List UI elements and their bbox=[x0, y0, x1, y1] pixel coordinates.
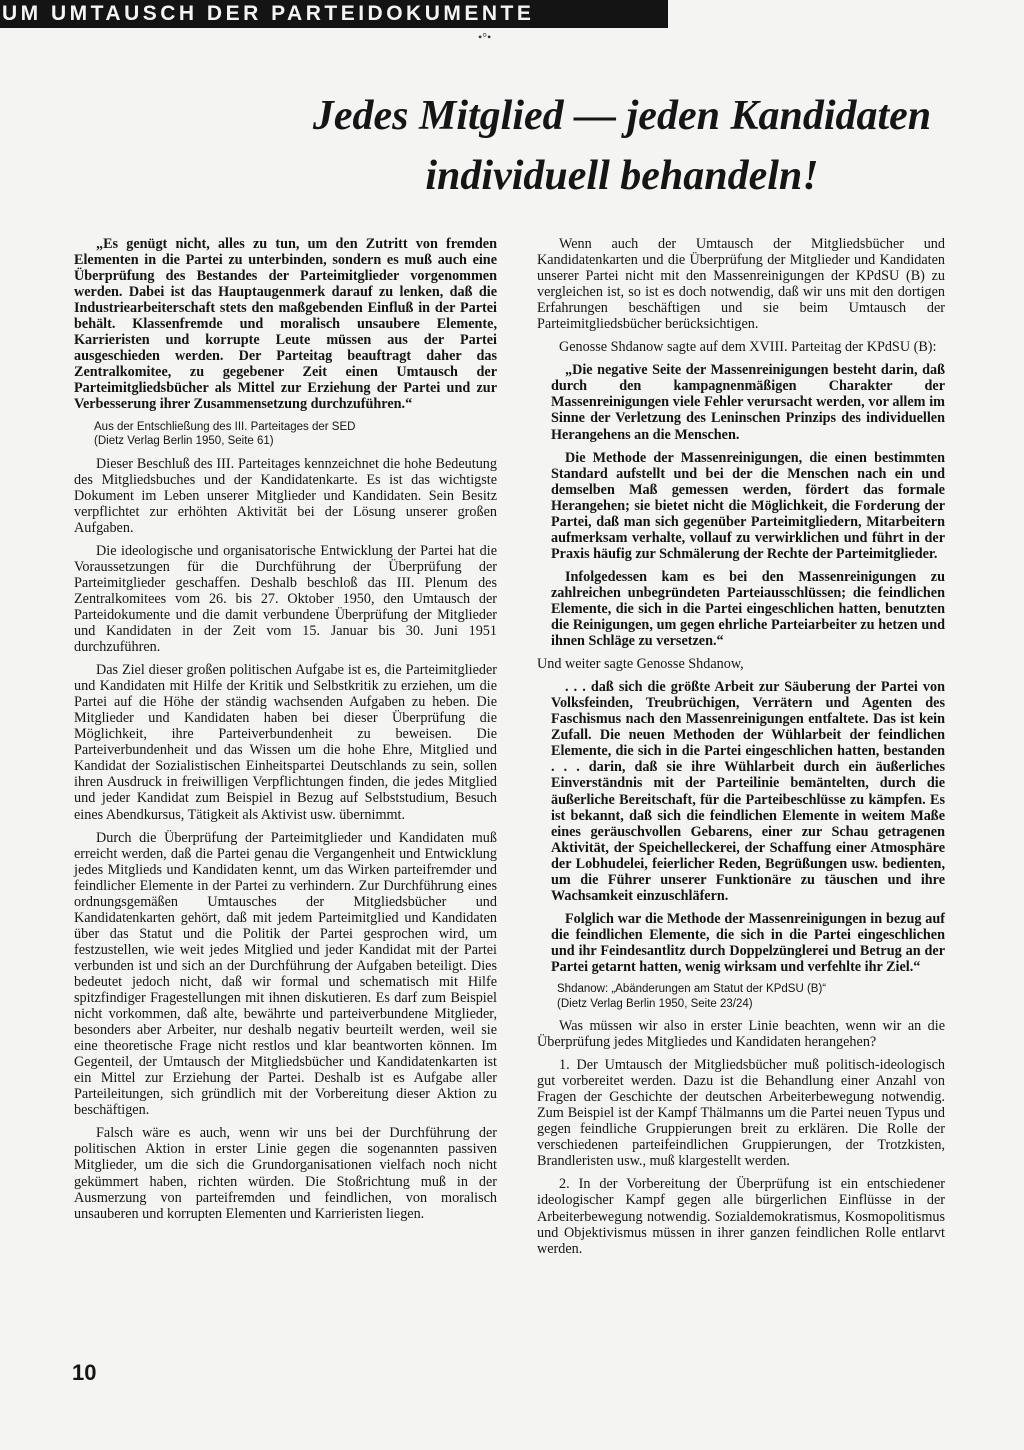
paragraph-4: Durch die Überprüfung der Parteimitglieder und Kandidaten muß erreicht werden, daß die Partei genau die Vergangenheit und Entwicklung jedes Mitglieds und Kandidaten kennt, um das Wirken parteifremder und feindlicher Elemente in der Partei zu verhindern. Zur Durchführung eines ordnungsgemäßen Umtausches der Mitgliedsbücher und Kandidatenkarten gehört, daß mit jedem Parteimitglied und Kandidaten über das Statut und die Politik der Partei gesprochen wird, um festzustellen, wie weit jedes Mitglied und jeder Kandidat mit der Partei verbunden ist und sich an der Durchführung der Aufgaben beteiligt. Dies bedeutet jedoch nicht, daß wir formal und schematisch mit Hilfe spitzfindiger Fragestellungen mit ihnen diskutieren. Es darf zum Beispiel nicht vorkommen, daß alte, bewährte und parteiverbundene Mitglieder, besonders aber Arbeiter, nur deshalb negativ beurteilt werden, weil sie eine theoretische Frage nicht restlos und klar beantworten können. Im Gegenteil, der Umtausch der Mitgliedsbücher und Kandidatenkarten ist ein Mittel zur Erziehung der Partei. Deshalb ist es Aufgabe aller Parteileitungen, sich gründlich mit der Vorbereitung dieser Aktion zu beschäftigen. bbox=[74, 829, 497, 1119]
shdanow-source-line-1: Shdanow: „Abänderungen am Statut der KPdSU (B)“ bbox=[557, 983, 827, 996]
shdanow-quote-2 bbox=[551, 679, 945, 975]
paragraph-5: Falsch wäre es auch, wenn wir uns bei der Durchführung der politischen Aktion in erster Linie gegen die sogenannten passiven Mitglieder, um die sich die Grundorganisationen vielfach noch nicht gekümmert haben, richten würden. Die Stoßrichtung muß in der Ausmerzung von parteifremden und feindlichen, von moralisch unsauberen und korrupten Elementen und Karrieristen liegen. bbox=[74, 1125, 497, 1222]
right-column bbox=[537, 236, 945, 1264]
page-number: 10 bbox=[72, 1360, 97, 1385]
decorative-mark: •°• bbox=[478, 30, 492, 44]
quote-paragraph-2: Die Methode der Massenreinigungen, die einen bestimmten Standard aufstellt und bei der die Menschen nach ein und demselben Maß gemessen werden, fördert das formale Herangehen; sie bietet nicht die Möglichkeit, die Forderung der Partei, daß man sich gegenüber Parteimitgliedern, Mitarbeitern aufmerksam verhalte, vollauf zu verwirklichen und führt in der Praxis häufig zur Schmälerung der Rechte der Parteimitglieder. bbox=[551, 449, 945, 562]
headline bbox=[262, 86, 982, 206]
paragraph-1: Dieser Beschluß des III. Parteitages kennzeichnet die hohe Bedeutung des Mitgliedsbuches und der Kandidatenkarte. Es ist das wichtigste Dokument im Leben unserer Mitglieder und Kandidaten. Sein Besitz verpflichtet zur erhöhten Aktivität bei der Lösung unserer großen Aufgaben. bbox=[74, 455, 497, 536]
paragraph-8: Und weiter sagte Genosse Shdanow, bbox=[537, 656, 744, 673]
paragraph-11: 2. In der Vorbereitung der Überprüfung ist ein entschiedener ideologischer Kampf gegen alle bürgerlichen Einflüsse in der Arbeiterbewegung notwendig. Sozialdemokratismus, Kosmopolitismus und Objektivismus müssen in ihrer ganzen feindlichen Rolle entlarvt werden. bbox=[537, 1176, 945, 1257]
left-column bbox=[74, 236, 497, 1229]
quote-paragraph-5: Folglich war die Methode der Massenreinigungen in bezug auf die feindlichen Elemente, die sich in die Partei eingeschlichen und ihr Feindesantlitz durch Doppelzünglerei und Betrug an der Partei getarnt hatten, wenig wirksam und verfehlte ihr Ziel.“ bbox=[551, 910, 945, 975]
paragraph-7: Genosse Shdanow sagte auf dem XVIII. Parteitag der KPdSU (B): bbox=[559, 339, 937, 356]
paragraph-9: Was müssen wir also in erster Linie beachten, wenn wir an die Überprüfung jedes Mitgliedes und Kandidaten herangehen? bbox=[537, 1018, 945, 1051]
intro-source-line-1: Aus der Entschließung des III. Parteitages der SED bbox=[94, 420, 356, 433]
headline-line-1: Jedes Mitglied — jeden Kandidaten bbox=[312, 93, 932, 139]
shdanow-source bbox=[557, 982, 945, 1011]
quote-paragraph-3: Infolgedessen kam es bei den Massenreinigungen zu zahlreichen unbegründeten Parteiausschlüssen; die feindlichen Elemente, die sich in die Partei eingeschlichen hatten, benutzten die Reinigungen, um gegen ehrliche Parteiarbeiter zu hetzen und ihnen Schläge zu versetzen.“ bbox=[551, 568, 945, 650]
quote-paragraph-4: . . . daß sich die größte Arbeit zur Säuberung der Partei von Volksfeinden, Treubrüchigen, Verrätern und Agenten des Faschismus nach den Massenreinigungen entfaltete. Das ist kein Zufall. Die neuen Methoden der Wühlarbeit der feindlichen Elemente, die sich in die Partei eingeschlichen hatten, bestanden . . . darin, daß sie ihre Wühlarbeit durch ein äußerliches Einverständnis mit der Parteilinie bemäntelten, durch die äußerliche Bereitschaft, für die Parteibeschlüsse zu kämpfen. Es ist bekannt, daß sich die feindlichen Elemente in weitem Maße eines geräuschvollen Gebarens, einer zur Schau getragenen Aktivität, der Speichelleckerei, der Schaffung einer Atmosphäre der Lobhudelei, feierlicher Reden, Begrüßungen usw. bedienten, um die Führer unserer Funktionäre zu täuschen und ihre Wachsamkeit einzuschläfern. bbox=[551, 679, 945, 904]
paragraph-6: Wenn auch der Umtausch der Mitgliedsbücher und Kandidatenkarten und die Überprüfung der Mitglieder und Kandidaten unserer Partei nicht mit den Massenreinigungen der KPdSU (B) zu vergleichen ist, so ist es doch notwendig, daß wir uns mit den dortigen Erfahrungen beschäftigen und sie beim Umtausch der Parteimitgliedsbücher berücksichtigen. bbox=[537, 236, 945, 333]
shdanow-quote-1 bbox=[551, 362, 945, 649]
paragraph-10: 1. Der Umtausch der Mitgliedsbücher muß politisch-ideologisch gut vorbereitet werden. Dazu ist die Behandlung einer Anzahl von Fragen der Geschichte der deutschen Arbeiterbewegung notwendig. Zum Beispiel ist der Kampf Thälmanns um die Partei neuen Typus und gegen feindliche Gruppierungen breit zu erklären. Die Rolle der verschiedenen parteifeindlichen Gruppierungen, der Trotzkisten, Brandleristen usw., muß klargestellt werden. bbox=[537, 1057, 945, 1170]
paragraph-3: Das Ziel dieser großen politischen Aufgabe ist es, die Parteimitglieder und Kandidaten mit Hilfe der Kritik und Selbstkritik zu erziehen, um die Partei auf die Höhe der ständig wachsenden Aufgaben zu heben. Die Mitglieder und Kandidaten haben bei dieser Überprüfung die Möglichkeit, ihre Parteiverbundenheit zu beweisen. Die Parteiverbundenheit und das Wissen um die hohe Ehre, Mitglied und Kandidat der Sozialistischen Einheitspartei Deutschlands zu sein, sollen ihren Ausdruck in freiwilligen Verpflichtungen finden, die jedes Mitglied und jeder Kandidat zum Beispiel in Bezug auf Selbststudium, Besuch eines Abendkursus, Tätigkeit als Aktivist usw. übernimmt. bbox=[74, 662, 497, 823]
intro-quote: „Es genügt nicht, alles zu tun, um den Zutritt von fremden Elementen in die Partei zu unterbinden, sondern es muß auch eine Überprüfung des Bestandes der Parteimitglieder vorgenommen werden. Dabei ist das Hauptaugenmerk darauf zu lenken, daß die Industriearbeiterschaft stets den maßgebenden Einfluß in der Partei behält. Klassenfremde und moralisch unsaubere Elemente, Karrieristen und korrupte Leute müssen aus der Partei ausgeschieden werden. Der Parteitag beauftragt daher das Zentralkomitee, zu gegebener Zeit einen Umtausch der Parteimitgliedsbücher als Mittel zur Erziehung der Partei und zur Verbesserung ihrer Zusammensetzung durchzuführen.“ bbox=[74, 236, 497, 413]
intro-source bbox=[94, 420, 497, 449]
intro-source-line-2: (Dietz Verlag Berlin 1950, Seite 61) bbox=[94, 435, 274, 448]
paragraph-2: Die ideologische und organisatorische Entwicklung der Partei hat die Voraussetzungen für die Durchführung der Überprüfung der Parteimitglieder geschaffen. Deshalb beschloß das III. Plenum des Zentralkomitees vom 26. bis 27. Oktober 1950, den Umtausch der Parteidokumente und die damit verbundene Überprüfung der Mitglieder und Kandidaten in der Zeit vom 15. Januar bis 30. Juni 1951 durchzuführen. bbox=[74, 542, 497, 656]
quote-paragraph-1: „Die negative Seite der Massenreinigungen besteht darin, daß durch den kampagnenmäßigen Charakter der Massenreinigungen viele Fehler verursacht werden, vor allem im Sinne der Verletzung des Leninschen Prinzips des individuellen Herangehens an die Menschen. bbox=[551, 362, 945, 443]
shdanow-source-line-2: (Dietz Verlag Berlin 1950, Seite 23/24) bbox=[557, 997, 753, 1010]
headline-line-2: individuell behandeln! bbox=[425, 153, 819, 199]
section-banner: UM UMTAUSCH DER PARTEIDOKUMENTE bbox=[0, 0, 668, 28]
